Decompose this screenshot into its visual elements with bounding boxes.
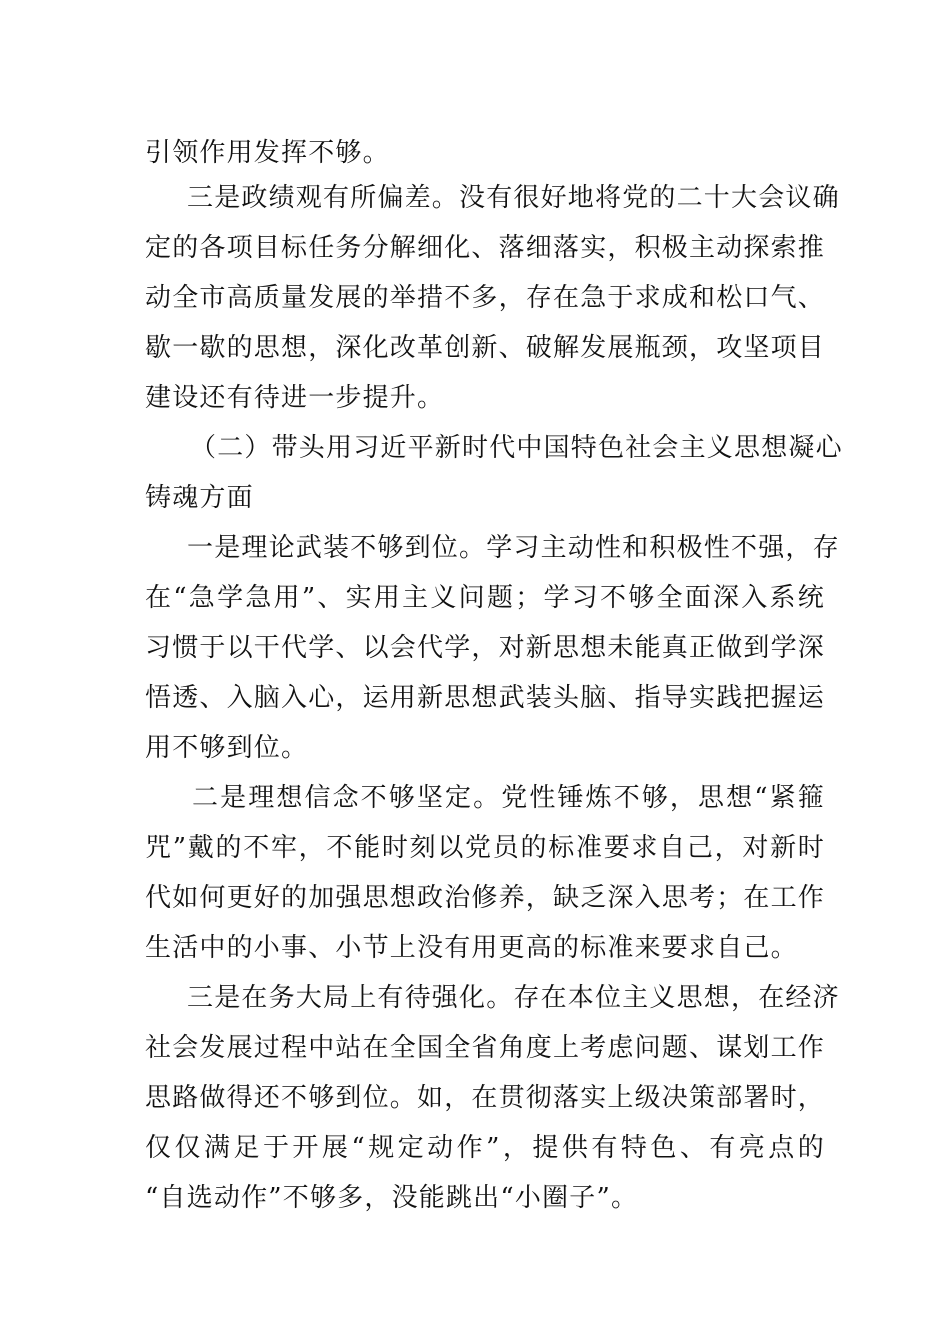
text-line: 用不够到位。	[145, 733, 309, 763]
text-line: 仅仅满足于开展“规定动作”，提供有特色、有亮点的	[145, 1133, 825, 1163]
text-line: 在“急学急用”、实用主义问题；学习不够全面深入系统	[145, 583, 825, 613]
section-heading-continued: 铸魂方面	[145, 483, 254, 513]
text-line: 思路做得还不够到位。如，在贯彻落实上级决策部署时，	[145, 1083, 826, 1113]
text-line: 建设还有待进一步提升。	[145, 383, 445, 413]
paragraph-start: 二是理想信念不够坚定。党性锤炼不够，思想“紧箍	[192, 783, 825, 813]
paragraph-start: 三是在务大局上有待强化。存在本位主义思想，在经济	[187, 983, 840, 1013]
section-heading: （二）带头用习近平新时代中国特色社会主义思想凝心	[190, 433, 843, 463]
text-line: 动全市高质量发展的举措不多，存在急于求成和松口气、	[145, 283, 826, 313]
text-line: 悟透、入脑入心，运用新思想武装头脑、指导实践把握运	[145, 683, 826, 713]
text-line: 歇一歇的思想，深化改革创新、破解发展瓶颈，攻坚项目	[145, 333, 826, 363]
text-line: 定的各项目标任务分解细化、落细落实，积极主动探索推	[145, 233, 826, 263]
text-line: 引领作用发挥不够。	[145, 138, 390, 168]
text-line: 社会发展过程中站在全国全省角度上考虑问题、谋划工作	[145, 1033, 826, 1063]
text-line: “自选动作”不够多，没能跳出“小圈子”。	[145, 1183, 639, 1213]
text-line: 咒”戴的不牢，不能时刻以党员的标准要求自己，对新时	[145, 833, 825, 863]
paragraph-start: 一是理论武装不够到位。学习主动性和积极性不强，存	[187, 533, 840, 563]
text-line: 习惯于以干代学、以会代学，对新思想未能真正做到学深	[145, 633, 826, 663]
text-line: 生活中的小事、小节上没有用更高的标准来要求自己。	[145, 933, 798, 963]
text-line: 代如何更好的加强思想政治修养，缺乏深入思考；在工作	[145, 883, 826, 913]
paragraph-start: 三是政绩观有所偏差。没有很好地将党的二十大会议确	[187, 183, 840, 213]
